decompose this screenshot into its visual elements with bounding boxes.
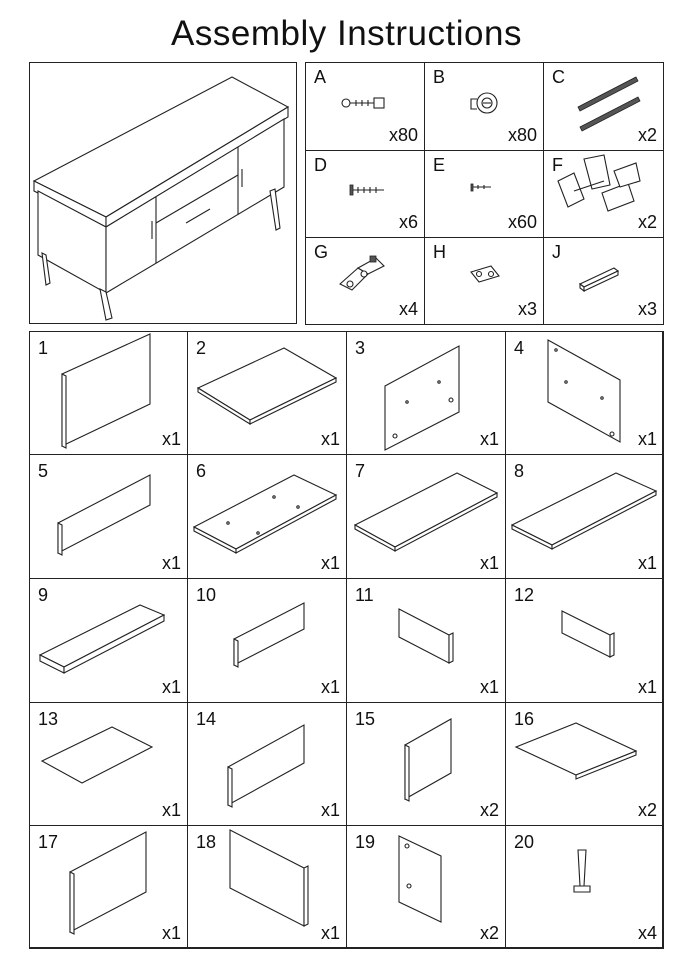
panel-number: 6	[196, 461, 207, 481]
panel-number: 17	[38, 832, 59, 852]
panel-cell-7	[346, 454, 506, 579]
hardware-letter: J	[552, 242, 561, 262]
hardware-letter: G	[314, 242, 329, 262]
page-title: Assembly Instructions	[171, 14, 522, 53]
panel-cell-9	[29, 578, 188, 703]
panel-number: 9	[38, 585, 49, 605]
panel-quantity: x1	[320, 553, 340, 573]
panel-number: 14	[196, 709, 217, 729]
panel-number: 4	[514, 338, 525, 358]
panel-number: 10	[196, 585, 217, 605]
panel-quantity: x1	[320, 429, 340, 449]
hardware-quantity: x3	[637, 299, 657, 319]
panel-number: 12	[514, 585, 535, 605]
hardware-cell-a	[305, 62, 425, 151]
panel-number: 16	[514, 709, 535, 729]
panel-cell-3	[346, 331, 506, 455]
panel-number: 11	[355, 585, 374, 605]
panel-cell-5	[29, 454, 188, 579]
panel-cell-12	[505, 578, 664, 703]
panel-cell-20	[505, 825, 664, 949]
hardware-letter: B	[433, 67, 446, 87]
hardware-cell-b	[424, 62, 544, 151]
hardware-letter: F	[552, 155, 563, 175]
panel-cell-16	[505, 702, 664, 826]
hardware-quantity: x6	[398, 212, 418, 232]
panel-number: 2	[196, 338, 207, 358]
hardware-quantity: x2	[637, 212, 657, 232]
panel-quantity: x1	[637, 677, 657, 697]
panel-number: 18	[196, 832, 217, 852]
panel-cell-8	[505, 454, 664, 579]
panel-quantity: x1	[161, 677, 181, 697]
panel-number: 3	[355, 338, 366, 358]
panel-quantity: x1	[637, 553, 657, 573]
panel-cell-6	[187, 454, 347, 579]
panel-cell-18	[187, 825, 347, 949]
panel-cell-13	[29, 702, 188, 826]
panel-quantity: x1	[161, 923, 181, 943]
panel-number: 13	[38, 709, 59, 729]
hardware-quantity: x3	[517, 299, 537, 319]
hardware-quantity: x2	[637, 125, 657, 145]
hardware-letter: A	[314, 67, 327, 87]
panel-quantity: x1	[161, 800, 181, 820]
panel-number: 20	[514, 832, 535, 852]
hardware-cell-d	[305, 150, 425, 238]
panel-cell-4	[505, 331, 664, 455]
panel-cell-10	[187, 578, 347, 703]
panel-quantity: x1	[637, 429, 657, 449]
panel-quantity: x1	[479, 429, 499, 449]
panel-quantity: x2	[637, 800, 657, 820]
hardware-quantity: x80	[507, 125, 537, 145]
panel-cell-11	[346, 578, 506, 703]
panel-cell-15	[346, 702, 506, 826]
product-illustration-box	[29, 62, 297, 324]
hardware-quantity: x4	[398, 299, 418, 319]
panel-quantity: x1	[320, 923, 340, 943]
hardware-letter: H	[433, 242, 446, 262]
panel-number: 8	[514, 461, 525, 481]
panel-quantity: x2	[479, 923, 499, 943]
panel-number: 5	[38, 461, 49, 481]
panel-cell-2	[187, 331, 347, 455]
panel-cell-17	[29, 825, 188, 949]
panel-quantity: x2	[479, 800, 499, 820]
hardware-quantity: x80	[388, 125, 418, 145]
panel-number: 15	[355, 709, 376, 729]
hardware-cell-e	[424, 150, 544, 238]
hardware-quantity: x60	[507, 212, 537, 232]
hardware-letter: C	[552, 67, 565, 87]
panel-cell-19	[346, 825, 506, 949]
sideboard-illustration	[30, 63, 298, 325]
panel-quantity: x1	[161, 429, 181, 449]
hardware-letter: E	[433, 155, 446, 175]
panel-cell-14	[187, 702, 347, 826]
panel-quantity: x1	[320, 800, 340, 820]
panel-quantity: x1	[320, 677, 340, 697]
hardware-cell-j	[543, 237, 664, 325]
hardware-cell-f	[543, 150, 664, 238]
panel-number: 19	[355, 832, 376, 852]
panel-number: 1	[38, 338, 49, 358]
hardware-cell-c	[543, 62, 664, 151]
hardware-cell-g	[305, 237, 425, 325]
panel-quantity: x1	[479, 553, 499, 573]
panel-quantity: x4	[637, 923, 657, 943]
panel-quantity: x1	[479, 677, 499, 697]
panel-cell-1	[29, 331, 188, 455]
hardware-letter: D	[314, 155, 327, 175]
hardware-cell-h	[424, 237, 544, 325]
panel-number: 7	[355, 461, 366, 481]
panel-quantity: x1	[161, 553, 181, 573]
